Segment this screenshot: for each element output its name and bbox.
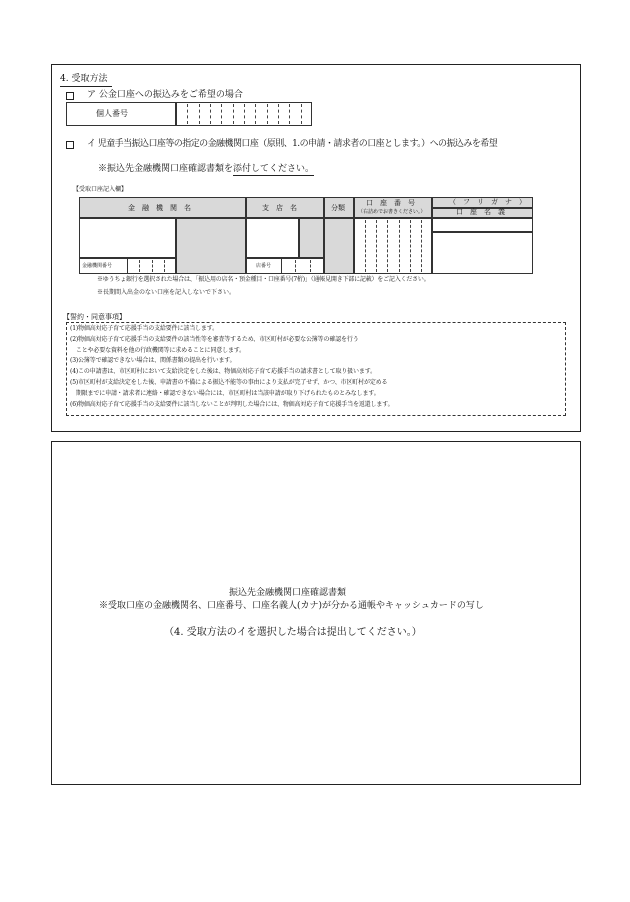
pledge-item: 期限までに申請・請求者に連絡・確認できない場合には、市区町村は当該申請が取り下げられたものとみなします。	[70, 389, 380, 397]
attachment-box	[51, 441, 581, 785]
attachment-note-underlined: 添付してください。	[233, 164, 315, 174]
option-a-checkbox[interactable]	[66, 92, 74, 100]
individual-number-digit-divider	[233, 104, 234, 124]
account-number-digit-divider	[421, 220, 422, 272]
pledge-item: (1)物価高対応子育て応援手当の支給要件に該当します。	[70, 325, 218, 332]
branch-code-digit-divider	[310, 260, 311, 272]
note-dormant: ※長期間入出金のない口座を記入しないで下さい。	[97, 289, 236, 296]
individual-number-digit-divider	[255, 104, 256, 124]
note-yucho: ※ゆうちょ銀行を選択された場合は、「振込用の店名・預金種目・口座番号(7桁)」（通帳見開き下部に記載）をご記入ください。	[97, 276, 430, 283]
header-type: 分類	[331, 204, 345, 212]
option-a-label: ア 公金口座への振込みをご希望の場合	[87, 90, 243, 100]
individual-number-digit-divider	[187, 104, 188, 124]
option-i-label: イ 児童手当振込口座等の指定の金融機関口座（原則、1.の申請・請求者の口座とします。）への振込みを希望	[87, 139, 498, 149]
individual-number-digit-divider	[278, 104, 279, 124]
pledge-title: 【誓約・同意事項】	[63, 313, 126, 321]
section-title: 4. 受取方法	[60, 74, 108, 84]
attachment-title: 振込先金融機関口座確認書類	[229, 588, 347, 598]
branch-code-field[interactable]	[281, 258, 324, 274]
account-number-digit-divider	[376, 220, 377, 272]
header-holder: 口 座 名 義	[456, 208, 505, 216]
option-i-checkbox[interactable]	[66, 141, 74, 149]
pledge-item: (2)物価高対応子育て応援手当の支給要件の該当性等を審査等するため、市区町村が必要な公簿等の確認を行う	[70, 335, 359, 343]
bank-type-area	[176, 218, 246, 274]
account-number-digit-divider	[399, 220, 400, 272]
bank-code-digit-divider	[139, 260, 140, 272]
bank-code-label: 金融機関番号	[82, 263, 113, 269]
account-number-digit-divider	[410, 220, 411, 272]
pledge-item: (6)物価高対応子育て応援手当の支給要件に該当しないことが判明した場合には、物価高対応子育て応援手当を返還します。	[70, 400, 394, 408]
account-number-digit-divider	[387, 220, 388, 272]
holder-field[interactable]	[432, 232, 533, 274]
individual-number-digit-divider	[221, 104, 222, 124]
pledge-item: (4)この申請書は、市区町村において支給決定をした後は、物価高対応子育て応援手当の請求書として取り扱います。	[70, 368, 376, 376]
pledge-item: (5)市区町村が支給決定をした後、申請書の不備による振込不能等の事由により支払が完了せず、かつ、市区町村が定める	[70, 379, 388, 386]
bank-code-digit-divider	[164, 260, 165, 272]
branch-code-digit-divider	[295, 260, 296, 272]
type-field[interactable]	[324, 218, 354, 274]
bank-code-digit-divider	[152, 260, 153, 272]
attachment-note-prefix: ※振込先金融機関口座確認書類を	[98, 164, 234, 174]
individual-number-label: 個人番号	[96, 109, 128, 118]
individual-number-digit-divider	[301, 104, 302, 124]
individual-number-digit-divider	[289, 104, 290, 124]
section-title-underline	[60, 86, 112, 87]
bank-name-field[interactable]	[79, 218, 176, 258]
pledge-item: (3)公簿等で確認できない場合は、関係書類の提出を行います。	[70, 357, 236, 365]
attachment-description: ※受取口座の金融機関名、口座番号、口座名義人(カナ)が分かる通帳やキャッシュカードの写し	[99, 601, 484, 611]
header-account-number-sub: （右詰めでお書きください。）	[358, 209, 426, 215]
attachment-note	[98, 165, 314, 174]
header-account-number: 口 座 番 号	[366, 199, 415, 207]
individual-number-digit-divider	[199, 104, 200, 124]
header-bank: 金 融 機 関 名	[128, 204, 191, 212]
account-form-title: 【受取口座記入欄】	[73, 186, 128, 193]
individual-number-digit-divider	[267, 104, 268, 124]
branch-code-label: 店番号	[256, 263, 272, 269]
branch-type-area	[299, 218, 324, 258]
account-number-digit-divider	[365, 220, 366, 272]
pledge-item: ことや必要な資料を他の行政機関等に求めることに同意します。	[70, 346, 246, 354]
header-branch: 支 店 名	[262, 204, 297, 212]
furigana-field[interactable]	[432, 218, 533, 232]
individual-number-digit-divider	[210, 104, 211, 124]
branch-name-field[interactable]	[246, 218, 299, 258]
individual-number-digit-divider	[244, 104, 245, 124]
header-furigana: （ フ リ ガ ナ ）	[449, 198, 526, 206]
attachment-condition: （4. 受取方法のイを選択した場合は提出してください。）	[164, 627, 422, 638]
